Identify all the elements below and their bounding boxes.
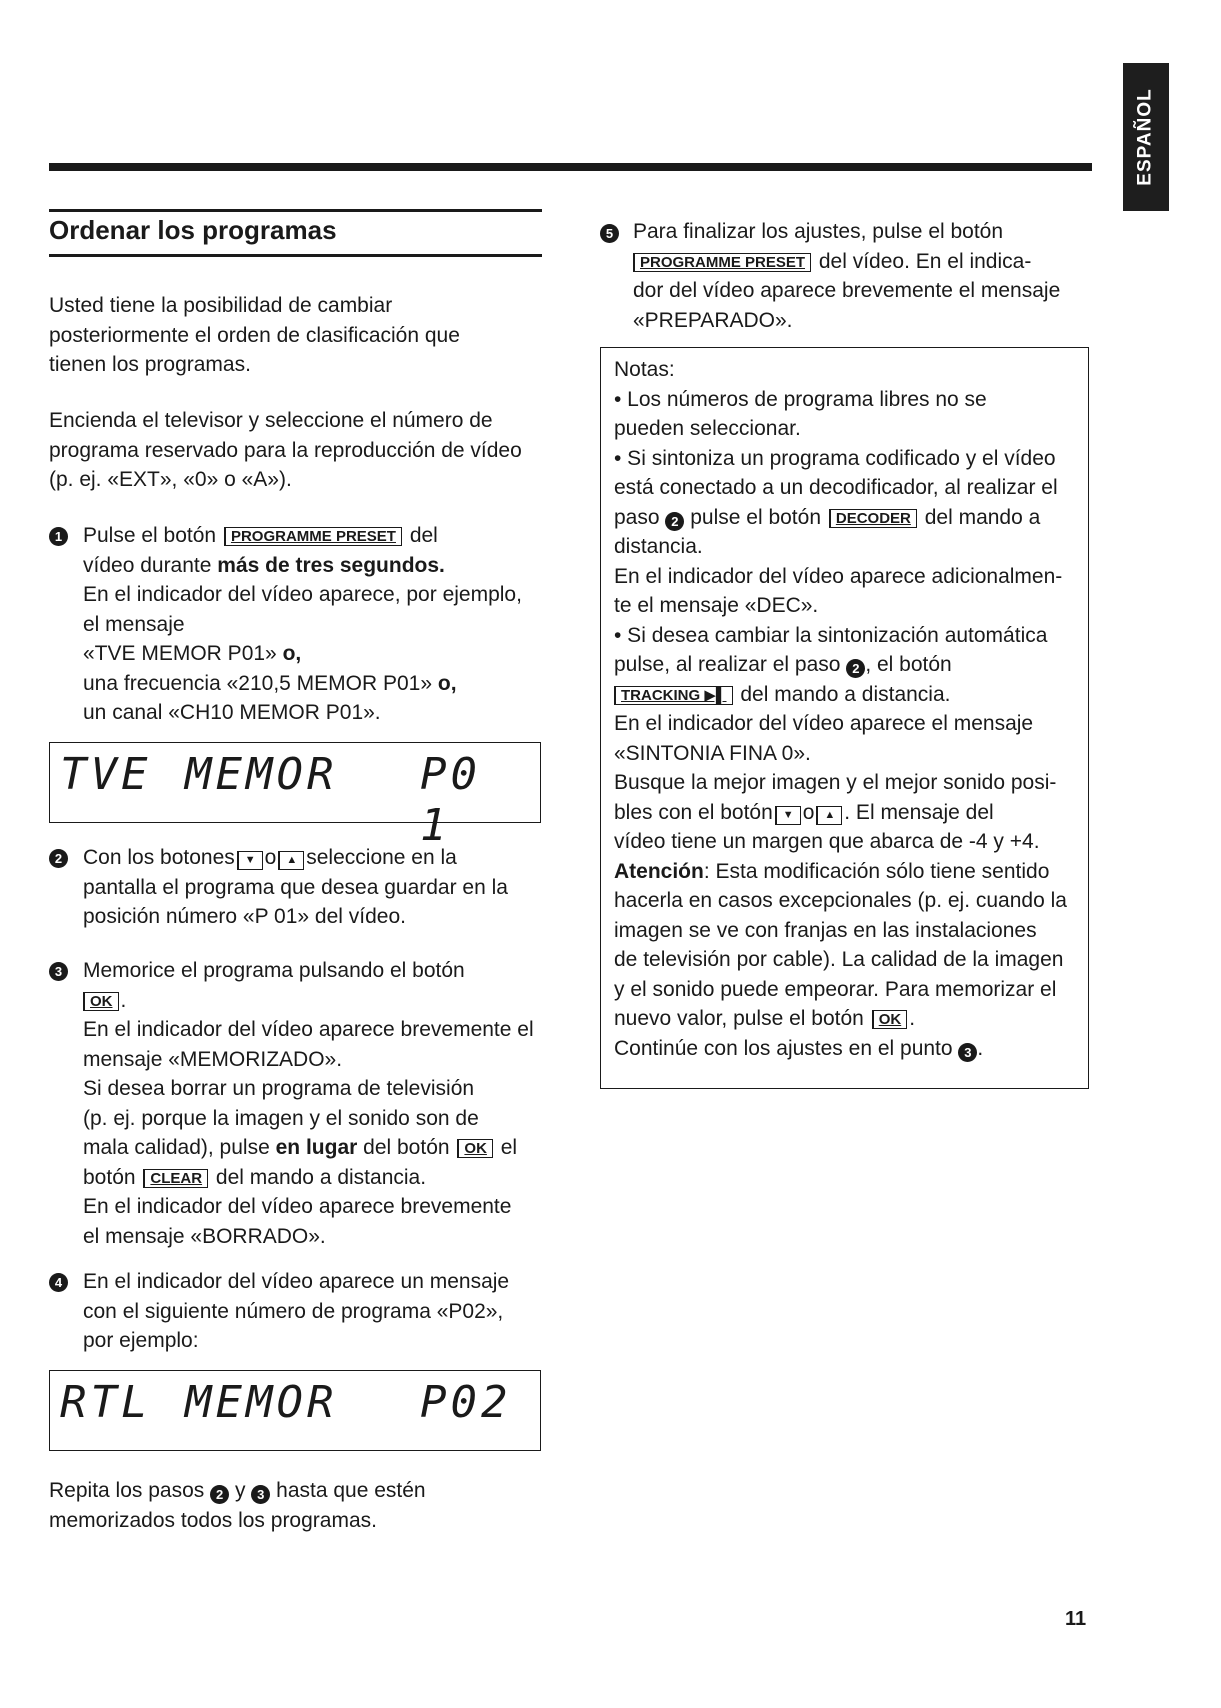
step-2: Con los botones ▼ o ▲ seleccione en la pantalla el programa que desea guardar en la posición número «P 01» del vídeo. [83, 846, 508, 928]
display-example-2 [49, 1370, 541, 1451]
page-number: 11 [1065, 1608, 1087, 1630]
down-key: ▼ [237, 851, 263, 870]
tracking-key: TRACKING ▶▌ [614, 686, 733, 705]
title-rule-top [49, 209, 542, 212]
language-label: ESPAÑOL [1135, 88, 1156, 186]
display-1-program: P0 1 [420, 749, 481, 851]
display-1-station: TVE [60, 749, 152, 800]
notes-title: Notas: [614, 358, 675, 381]
repeat-instruction: Repita los pasos 2 y 3 hasta que estén memorizados todos los programas. [49, 1479, 426, 1532]
up-key: ▲ [816, 806, 842, 825]
title-rule-bottom [49, 254, 542, 257]
intro-paragraph-2: Encienda el televisor y seleccione el número de programa reservado para la reproducción de vídeo (p. ej. «EXT», «0» o «A»). [49, 409, 522, 491]
step-4: En el indicador del vídeo aparece un mensaje con el siguiente número de programa «P02», por ejemplo: [83, 1270, 510, 1352]
step-5: Para finalizar los ajustes, pulse el botón PROGRAMME PRESET del vídeo. En el indica- dor del vídeo aparece brevemente el mensaje «PREPARADO». [633, 220, 1061, 332]
intro-paragraph-1: Usted tiene la posibilidad de cambiar posteriormente el orden de clasificación que tienen los programas. [49, 294, 460, 376]
display-example-1 [49, 742, 541, 851]
ok-key: OK [872, 1010, 908, 1029]
header-rule [49, 163, 1092, 171]
programme-preset-key: PROGRAMME PRESET [224, 527, 402, 546]
up-key: ▲ [278, 851, 304, 870]
down-key: ▼ [775, 806, 801, 825]
step-1: Pulse el botón PROGRAMME PRESET del vídeo durante más de tres segundos. En el indicador del vídeo aparece, por ejemplo, el mensaje «TVE MEMOR P01» o, una frecuencia «210,5 MEMOR P01» o, un canal «CH10 MEMOR P01». [83, 524, 522, 724]
display-2-program: P02 [420, 1377, 512, 1428]
step-5-number: 5 [600, 224, 619, 243]
display-1-memor: MEMOR [185, 749, 338, 800]
ok-key: OK [83, 992, 119, 1011]
step-2-number: 2 [49, 849, 68, 868]
notes-content: Notas: • Los números de programa libres no se pueden seleccionar. • Si sintoniza un programa codificado y el vídeo está conectado a un decodificador, al realizar el paso 2 pulse el botón DECODER del mando a distancia. En el indicador del vídeo aparece adicionalmen- te el mensaje «DEC». • Si desea cambiar la sintonización automática pulse, al realizar el paso 2 , el botón TRACKING ▶▌ del mando a distancia. En el indicador del vídeo aparece el mensaje «SINTONIA FINA 0». Busque la mejor imagen y el mejor sonido posi- bles con el botón ▼ o ▲ . El mensaje del vídeo tiene un margen que abarca de -4 y +4. Atención: Esta modificación sólo tiene sentido hacerla en casos excepcionales (p. ej. cuando la imagen se ve con franjas en las instalaciones de televisión por cable). La calidad de la imagen y el sonido puede empeorar. Para memorizar el nuevo valor, pulse el botón OK . Continúe con los ajustes en el punto 3 . [614, 355, 1084, 1063]
language-tab [1123, 63, 1169, 211]
step-1-number: 1 [49, 527, 68, 546]
display-2-memor: MEMOR [185, 1377, 338, 1428]
section-title: Ordenar los programas [49, 215, 337, 245]
programme-preset-key: PROGRAMME PRESET [633, 253, 811, 272]
clear-key: CLEAR [143, 1169, 208, 1188]
step-3: Memorice el programa pulsando el botón OK . En el indicador del vídeo aparece brevemente el mensaje «MEMORIZADO». Si desea borrar un programa de televisión (p. ej. porque la imagen y el sonido son de mala calidad), pulse en lugar del botón OK el botón CLEAR del mando a distancia. En el indicador del vídeo aparece brevemente el mensaje «BORRADO». [83, 959, 534, 1248]
decoder-key: DECODER [829, 509, 917, 528]
step-3-number: 3 [49, 962, 68, 981]
display-2-station: RTL [60, 1377, 152, 1428]
ok-key: OK [457, 1139, 493, 1158]
step-4-number: 4 [49, 1273, 68, 1292]
